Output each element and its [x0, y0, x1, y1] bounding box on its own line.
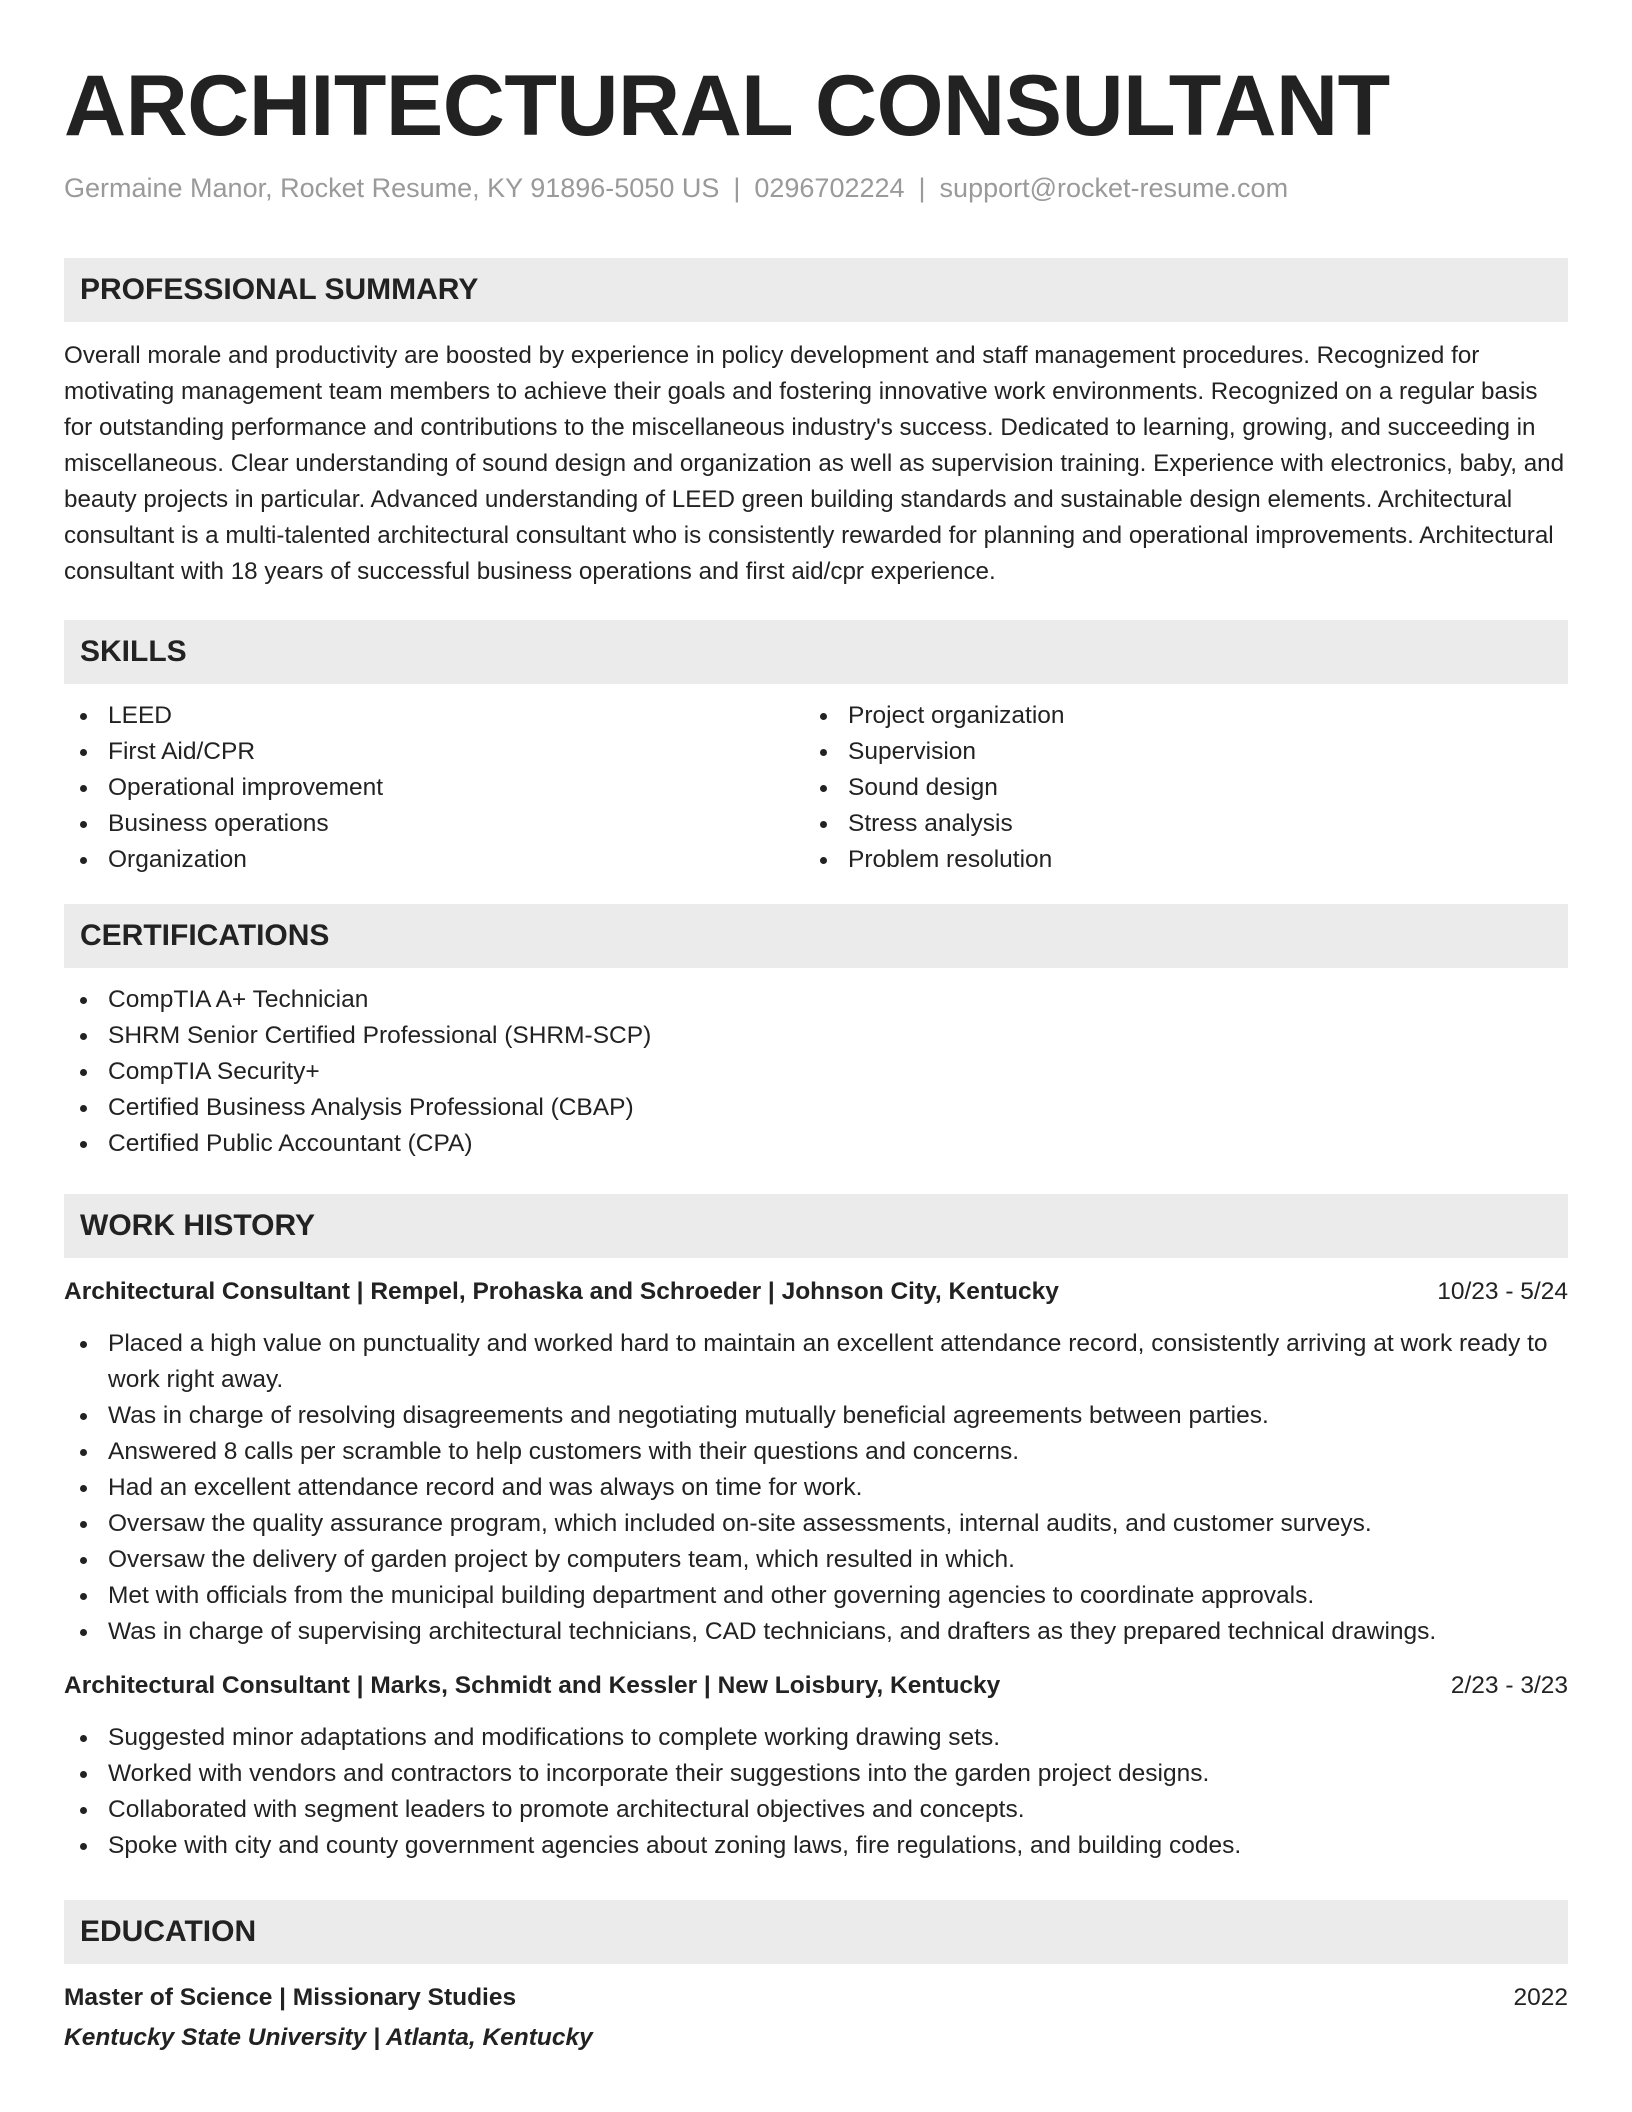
job-entry [64, 1274, 1568, 1650]
job-title: Architectural Consultant | Marks, Schmidt and Kessler | New Loisbury, Kentucky [64, 1672, 1001, 1699]
summary-section [64, 258, 1568, 590]
job-bullets [64, 1720, 1568, 1864]
work-history-heading: WORK HISTORY [64, 1194, 1568, 1258]
education-header [64, 1980, 1568, 2016]
skill-item: Business operations [64, 806, 804, 842]
job-bullets [64, 1326, 1568, 1650]
skills-left-list [64, 698, 804, 878]
job-entry [64, 1668, 1568, 1864]
education-section [64, 1900, 1568, 2056]
contact-separator: | [918, 173, 926, 203]
job-header [64, 1274, 1568, 1310]
certification-item: CompTIA Security+ [64, 1054, 1568, 1090]
skill-item: Stress analysis [804, 806, 1544, 842]
education-degree: Master of Science | Missionary Studies [64, 1984, 517, 2011]
job-bullet: Placed a high value on punctuality and worked hard to maintain an excellent attendance record, consistently arriving at work ready to work right away. [64, 1326, 1568, 1398]
contact-line [64, 170, 1568, 206]
contact-separator: | [733, 173, 741, 203]
skill-item: Operational improvement [64, 770, 804, 806]
certification-item: CompTIA A+ Technician [64, 982, 1568, 1018]
job-dates: 10/23 - 5/24 [1437, 1278, 1568, 1305]
job-bullet: Was in charge of supervising architectural technicians, CAD technicians, and drafters as they prepared technical drawings. [64, 1614, 1568, 1650]
job-bullet: Collaborated with segment leaders to promote architectural objectives and concepts. [64, 1792, 1568, 1828]
skill-item: Organization [64, 842, 804, 878]
job-bullet: Oversaw the delivery of garden project by computers team, which resulted in which. [64, 1542, 1568, 1578]
certifications-section [64, 904, 1568, 1162]
skills-heading: SKILLS [64, 620, 1568, 684]
contact-email: support@rocket-resume.com [939, 173, 1289, 203]
job-bullet: Was in charge of resolving disagreements and negotiating mutually beneficial agreements between parties. [64, 1398, 1568, 1434]
skill-item: First Aid/CPR [64, 734, 804, 770]
summary-heading: PROFESSIONAL SUMMARY [64, 258, 1568, 322]
job-bullet: Met with officials from the municipal building department and other governing agencies to coordinate approvals. [64, 1578, 1568, 1614]
certifications-list [64, 982, 1568, 1162]
skills-right-list [804, 698, 1544, 878]
job-bullet: Worked with vendors and contractors to incorporate their suggestions into the garden project designs. [64, 1756, 1568, 1792]
job-bullet: Spoke with city and county government agencies about zoning laws, fire regulations, and building codes. [64, 1828, 1568, 1864]
contact-address: Germaine Manor, Rocket Resume, KY 91896-5050 US [64, 173, 720, 203]
skill-item: Problem resolution [804, 842, 1544, 878]
job-bullet: Suggested minor adaptations and modifications to complete working drawing sets. [64, 1720, 1568, 1756]
summary-text: Overall morale and productivity are boosted by experience in policy development and staff management procedures. Recognized for motivating management team members to achieve their goals and fostering innovative work environments. Recognized on a regular basis for outstanding performance and contributions to the miscellaneous industry's success. Dedicated to learning, growing, and succeeding in miscellaneous. Clear understanding of sound design and organization as well as supervision training. Experience with electronics, baby, and beauty projects in particular. Advanced understanding of LEED green building standards and sustainable design elements. Architectural consultant is a multi-talented architectural consultant who is consistently rewarded for planning and operational improvements. Architectural consultant with 18 years of successful business operations and first aid/cpr experience. [64, 342, 1565, 585]
skill-item: LEED [64, 698, 804, 734]
job-bullet: Had an excellent attendance record and was always on time for work. [64, 1470, 1568, 1506]
job-dates: 2/23 - 3/23 [1450, 1672, 1568, 1699]
skills-section [64, 620, 1568, 878]
skills-grid [64, 698, 1568, 878]
job-bullet: Oversaw the quality assurance program, which included on-site assessments, internal audits, and customer surveys. [64, 1506, 1568, 1542]
work-history-section [64, 1194, 1568, 1864]
certification-item: SHRM Senior Certified Professional (SHRM-SCP) [64, 1018, 1568, 1054]
contact-phone: 0296702224 [754, 173, 905, 203]
education-heading: EDUCATION [64, 1900, 1568, 1964]
job-header [64, 1668, 1568, 1704]
certification-item: Certified Business Analysis Professional (CBAP) [64, 1090, 1568, 1126]
skill-item: Supervision [804, 734, 1544, 770]
certifications-heading: CERTIFICATIONS [64, 904, 1568, 968]
skill-item: Sound design [804, 770, 1544, 806]
skill-item: Project organization [804, 698, 1544, 734]
education-school: Kentucky State University | Atlanta, Kentucky [64, 2024, 593, 2051]
job-bullet: Answered 8 calls per scramble to help customers with their questions and concerns. [64, 1434, 1568, 1470]
job-title: Architectural Consultant | Rempel, Prohaska and Schroeder | Johnson City, Kentucky [64, 1278, 1059, 1305]
education-year: 2022 [1513, 1984, 1568, 2011]
resume-title: ARCHITECTURAL CONSULTANT [64, 58, 1390, 154]
certification-item: Certified Public Accountant (CPA) [64, 1126, 1568, 1162]
